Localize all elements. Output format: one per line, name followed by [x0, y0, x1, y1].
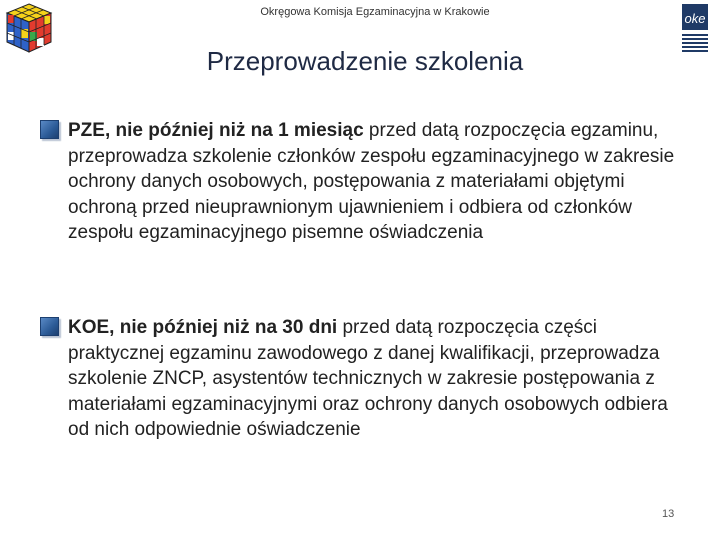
square-bullet-icon	[40, 317, 59, 336]
bullet-lead: KOE, nie później niż na 30 dni	[68, 317, 338, 338]
square-bullet-icon	[40, 120, 59, 139]
bullet-item	[40, 118, 680, 246]
svg-text:oke: oke	[684, 11, 706, 26]
slide-title: Przeprowadzenie szkolenia	[206, 46, 524, 76]
institution-header: Okręgowa Komisja Egzaminacyjna w Krakowie	[260, 6, 490, 18]
bullet-body: przed datą rozpoczęcia egzaminu, przeprowadza szkolenie członków zespołu egzaminacyjnego w zakresie ochrony danych osobowych, postępowania z materiałami objętymi ochroną przed nieuprawnionym ujawnieniem i odbiera od członków zespołu egzaminacyjnego pisemne oświadczenia	[68, 120, 675, 244]
bullet-item	[40, 315, 680, 443]
bullet-lead: PZE, nie później niż na 1 miesiąc	[68, 120, 364, 141]
bullet-text	[68, 315, 680, 443]
page-number: 13	[662, 508, 675, 520]
bullet-text	[68, 118, 680, 246]
bullet-body: przed datą rozpoczęcia części praktycznej egzaminu zawodowego z danej kwalifikacji, przeprowadza szkolenie ZNCP, asystentów technicznych w zakresie postępowania z materiałami egzaminacyjnymi oraz ochrony danych osobowych odbiera od nich odpowiednie oświadczenie	[68, 317, 668, 441]
